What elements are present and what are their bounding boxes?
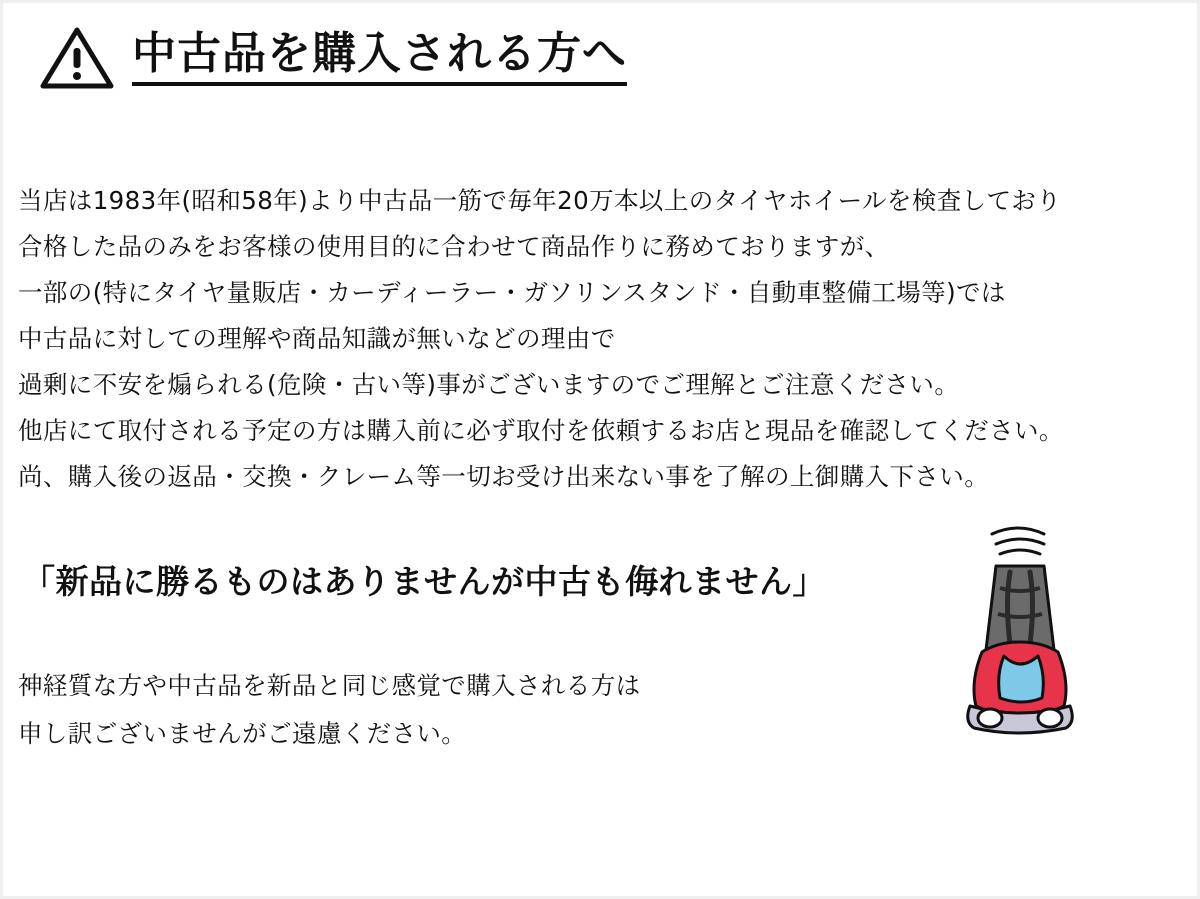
page-title: 中古品を購入される方へ: [132, 30, 627, 85]
closing-text: [18, 662, 918, 758]
body-line: 尚、購入後の返品・交換・クレーム等一切お受け出来ない事を了解の上御購入下さい。: [18, 462, 990, 491]
closing-line: 神経質な方や中古品を新品と同じ感覚で購入される方は: [18, 671, 641, 700]
body-text: [18, 178, 1064, 500]
body-line: 一部の(特にタイヤ量販店・カーディーラー・ガソリンスタンド・自動車整備工場等)では: [18, 278, 1006, 307]
bowing-person-with-tire-head-icon: [930, 510, 1110, 740]
body-line: 過剰に不安を煽られる(危険・古い等)事がございますのでご理解とご注意ください。: [18, 370, 960, 399]
body-line: 他店にて取付される予定の方は購入前に必ず取付を依頼するお店と現品を確認してください。: [18, 416, 1064, 445]
warning-triangle-icon: [40, 26, 114, 90]
header: [40, 26, 627, 90]
body-line: 合格した品のみをお客様の使用目的に合わせて商品作りに務めておりますが、: [18, 232, 890, 261]
closing-line: 申し訳ございませんがご遠慮ください。: [18, 719, 467, 748]
slogan-text: 「新品に勝るものはありませんが中古も侮れません」: [22, 562, 826, 601]
body-line: 当店は1983年(昭和58年)より中古品一筋で毎年20万本以上のタイヤホイールを検査しており: [18, 186, 1062, 215]
body-line: 中古品に対しての理解や商品知識が無いなどの理由で: [18, 324, 616, 353]
